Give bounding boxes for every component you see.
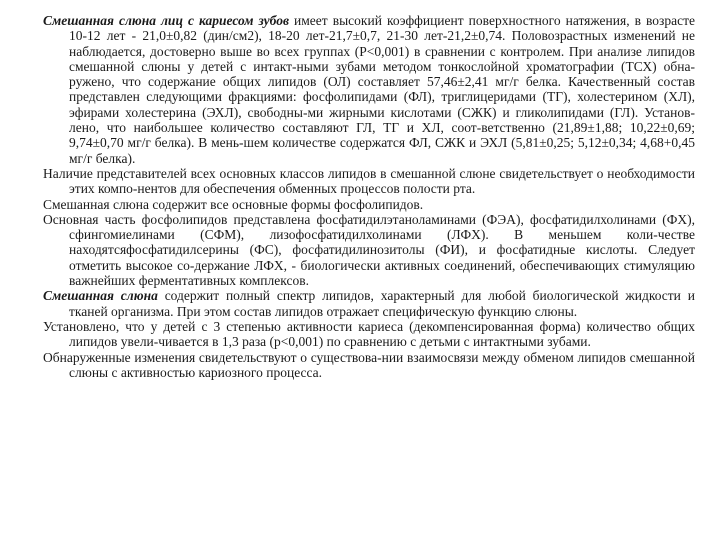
paragraph-text: Обнаруженные изменения свидетельствуют о существова-нии взаимосвязи между обменом липидов смешанной слюны с активностью кариозного процесса. (43, 349, 695, 380)
paragraph-lipid-classes (43, 166, 695, 197)
paragraph-text: Основная часть фосфолипидов представлена фосфатидилэтаноламинами (ФЭА), фосфатидилхолинами (ФХ), сфингомиелинами (СФМ), лизофосфатидилхолинами (ЛФХ). В меньшем коли-честве находятсяфосфатидилсерины (ФС), фосфатидилинозитолы (ФИ), и фосфатидные кислоты. Следует отметить высокое со-держание ЛФХ, - биологически активных соединений, обеспечивающих стимуляцию важнейших ферментативных комплексов. (43, 211, 695, 289)
document-body (43, 13, 695, 380)
paragraph-phospholipid-forms (43, 197, 695, 212)
paragraph-text: содержит полный спектр липидов, характерный для любой биологической жидкости и тканей организма. При этом состав липидов отражает специфическую функцию слюны. (69, 288, 695, 319)
paragraph-caries-activity (43, 319, 695, 350)
paragraph-lipid-spectrum (43, 288, 695, 319)
paragraph-text: имеет высокий коэффициент поверхностного натяжения, в возрасте 10-12 лет - 21,0±0,82 (дин/см2), 18-20 лет-21,7±0,7, 21-30 лет-21,2±0,74. Половозрастных изменений не наблюдается, достоверно выше во всех группах (Р<0,001) в сравнении с контролем. При анализе липидов смешанной слюны у детей с интакт-ными зубами методом тонкослойной хроматографии (ТСХ) обна-ружено, что содержание общих липидов (ОЛ) составляет 57,46±2,41 мг/г белка. Качественный состав представлен следующими фракциями: фосфолипидами (ФЛ), триглицеридами (ТГ), холестерином (ХЛ), эфирами холестерина (ЭХЛ), свободны-ми жирными кислотами (СЖК) и гликолипидами (ГЛ). Установ-лено, что наибольшее количество составляют ГЛ, ТГ и ХЛ, соот-ветственно (21,89±1,88; 10,22±0,69; 9,74±0,70 мг/г белка). В мень-шем количестве содержатся ФЛ, СЖК и ЭХЛ (5,81±0,25; 5,12±0,34; 4,68+0,45 мг/г белка). (69, 13, 695, 166)
paragraph-text: Установлено, что у детей с 3 степенью активности кариеса (декомпенсированная форма) количество общих липидов увели-чивается в 1,3 раза (р<0,001) по сравнению с детьми с интактными зубами. (43, 318, 695, 350)
paragraph-text: Смешанная слюна содержит все основные формы фосфолипидов. (43, 196, 424, 212)
paragraph-phospholipid-composition (43, 212, 695, 288)
paragraph-surface-tension (43, 13, 695, 166)
paragraph-text: Наличие представителей всех основных классов липидов в смешанной слюне свидетельствует о необходимости этих компо-нентов для обеспечения обменных процессов полости рта. (43, 165, 695, 197)
paragraph-lead: Смешанная слюна (43, 288, 158, 304)
paragraph-conclusion (43, 350, 695, 381)
paragraph-lead: Смешанная слюна лиц с кариесом зубов (43, 13, 290, 28)
